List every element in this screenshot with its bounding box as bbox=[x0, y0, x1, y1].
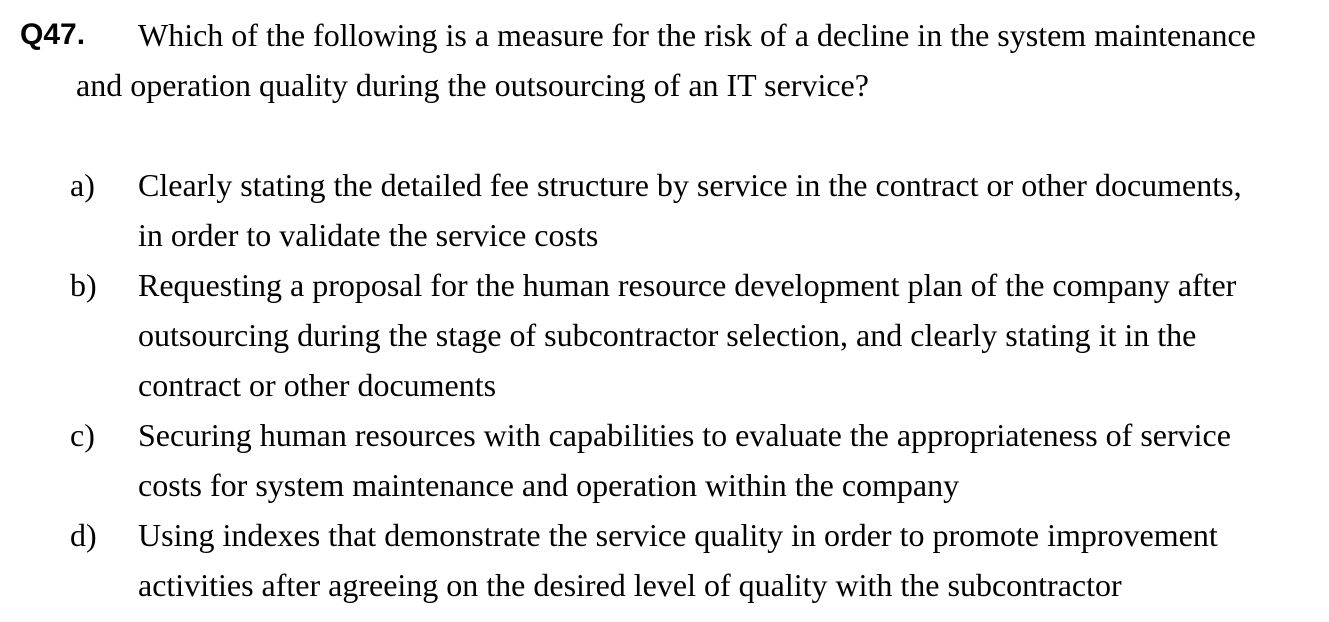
choice-text bbox=[138, 260, 1236, 410]
choice-text-line: Using indexes that demonstrate the service quality in order to promote improvement bbox=[138, 517, 1218, 553]
choice-text bbox=[138, 410, 1231, 510]
choice-text-line: in order to validate the service costs bbox=[138, 217, 599, 253]
choice-text-line: Securing human resources with capabilities to evaluate the appropriateness of service bbox=[138, 417, 1231, 453]
choice-letter: c) bbox=[70, 417, 95, 453]
choice-letter: b) bbox=[70, 267, 97, 303]
choice-text-line: Requesting a proposal for the human resource development plan of the company after bbox=[138, 267, 1237, 303]
choice-text bbox=[138, 510, 1218, 610]
choice-text-line: costs for system maintenance and operation within the company bbox=[138, 467, 960, 503]
choice-text-line: activities after agreeing on the desired level of quality with the subcontractor bbox=[138, 567, 1122, 603]
choice-text bbox=[138, 160, 1242, 260]
question-number: Q47. bbox=[20, 18, 86, 51]
choice-letter: a) bbox=[70, 167, 95, 203]
choice-text-line: Clearly stating the detailed fee structure by service in the contract or other documents, bbox=[138, 167, 1242, 203]
question-text-line-1: Which of the following is a measure for the risk of a decline in the system maintenance bbox=[138, 17, 1256, 53]
choice-text-line: contract or other documents bbox=[138, 367, 497, 403]
choice-letter: d) bbox=[70, 517, 97, 553]
choice-text-line: outsourcing during the stage of subcontractor selection, and clearly stating it in the bbox=[138, 317, 1197, 353]
question-text-line-2: and operation quality during the outsourcing of an IT service? bbox=[76, 67, 869, 103]
